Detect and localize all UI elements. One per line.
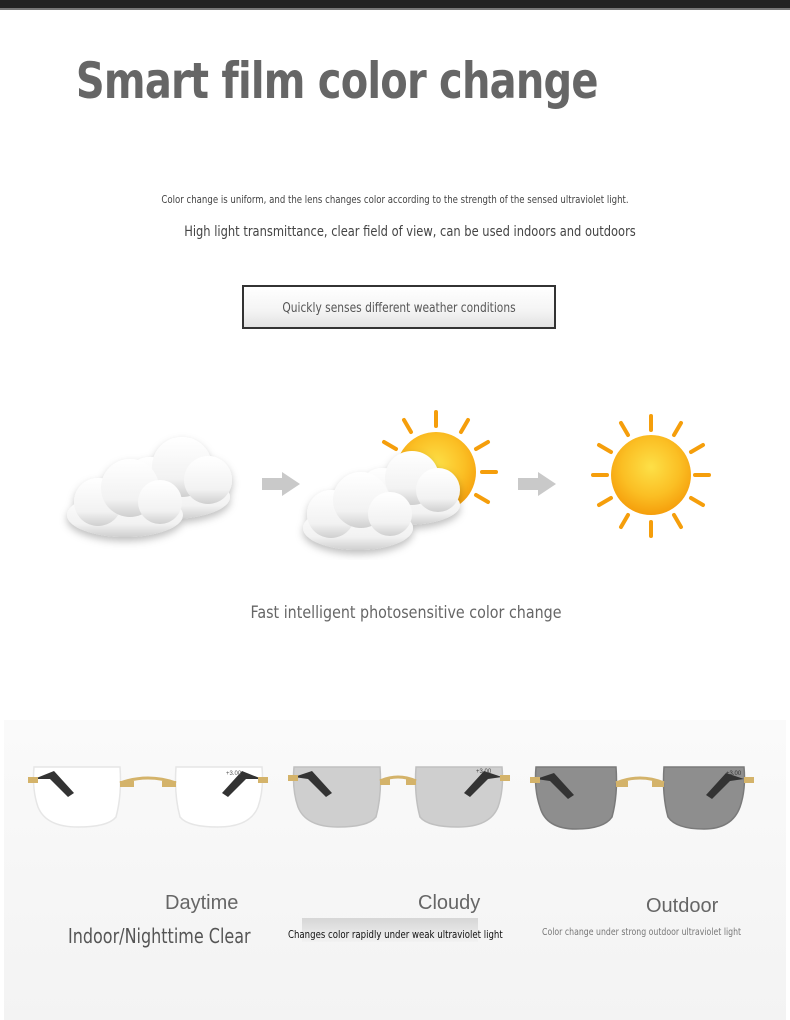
glasses-outdoor-image [530,745,770,845]
mode-cloudy-title: Cloudy [418,892,481,914]
arrow-right-icon [518,472,556,496]
weather-sequence [0,380,790,560]
page-title: Smart film color change [75,52,598,110]
weather-conditions-banner [242,285,556,329]
arrow-right-icon [262,472,300,496]
photosensitive-caption: Fast intelligent photosensitive color change [250,603,562,623]
lens-badge: +3.00 [476,769,492,775]
lens-badge: +3.00 [726,771,742,777]
subtitle-main: High light transmittance, clear field of view, can be used indoors and outdoors [184,224,636,240]
mode-outdoor-title: Outdoor [646,895,719,917]
cloud-icon [67,437,232,537]
glasses-clear-image [28,745,268,845]
sun-icon [593,416,709,536]
glasses-cloudy-image [288,745,528,845]
lens-badge: +3.00 [226,771,242,777]
mode-daytime-subtitle: Indoor/Nighttime Clear [68,924,251,948]
weather-conditions-label: Quickly senses different weather conditions [282,301,516,316]
partly-sunny-icon [303,412,496,550]
mode-outdoor-subtitle: Color change under strong outdoor ultraviolet light [542,927,742,938]
mode-daytime-title: Daytime [165,892,239,914]
subtitle-small: Color change is uniform, and the lens changes color according to the strength of the sensed ultraviolet light. [161,193,629,206]
mode-cloudy-subtitle: Changes color rapidly under weak ultraviolet light [288,928,503,941]
top-border [0,0,790,10]
